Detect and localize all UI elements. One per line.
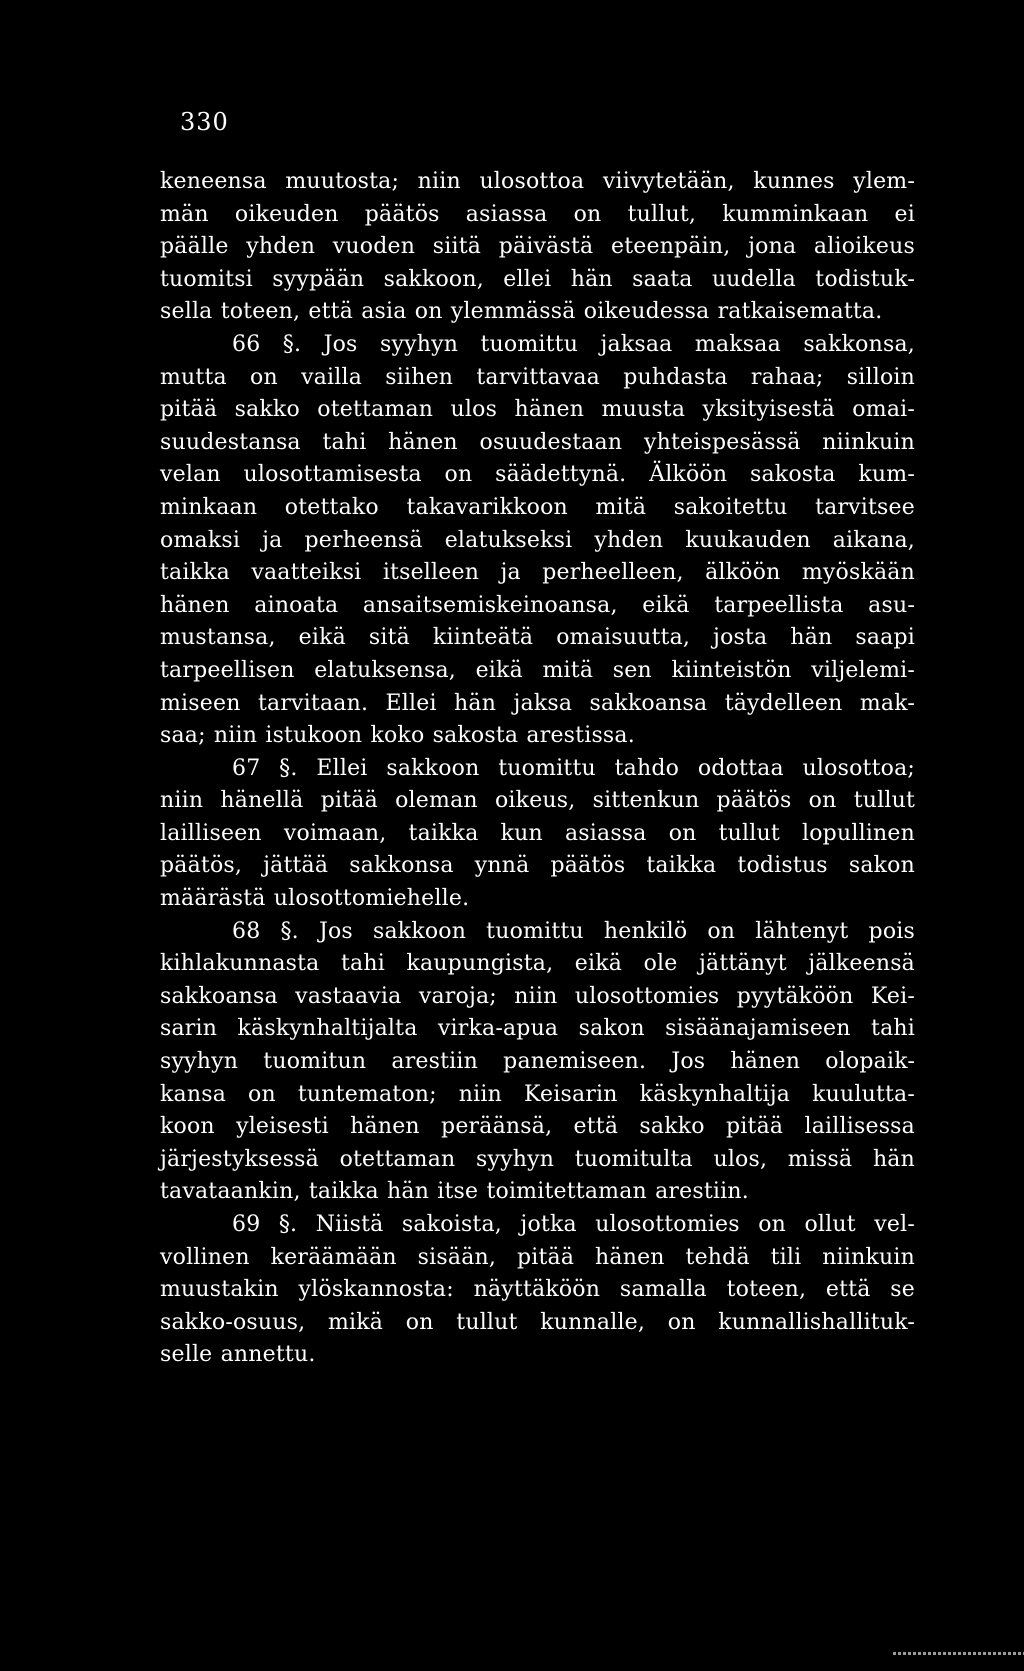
text-line: lailliseen voimaan, taikka kun asiassa on tullut lopullinen <box>160 820 915 846</box>
text-line: tuomitsi syypään sakkoon, ellei hän saata uudella todistuk- <box>160 266 915 292</box>
text-line: kihlakunnasta tahi kaupungista, eikä ole jättänyt jälkeensä <box>160 951 915 977</box>
text-line: suudestansa tahi hänen osuudestaan yhteispesässä niinkuin <box>160 429 915 455</box>
text-line: järjestyksessä otettaman syyhyn tuomitulta ulos, missä hän <box>160 1146 915 1172</box>
text-line: mustansa, eikä sitä kiinteätä omaisuutta, josta hän saapi <box>160 625 915 651</box>
text-line: saa; niin istukoon koko sakosta arestissa. <box>160 723 635 749</box>
page-number: 330 <box>180 108 229 136</box>
text-line: tavataankin, taikka hän itse toimitettaman arestiin. <box>160 1179 749 1205</box>
text-line: päälle yhden vuoden siitä päivästä eteenpäin, jona alioikeus <box>160 234 915 260</box>
text-line: pitää sakko otettaman ulos hänen muusta yksityisestä omai- <box>160 397 915 423</box>
text-line: keneensa muutosta; niin ulosottoa viivytetään, kunnes ylem- <box>160 169 915 194</box>
text-line: mutta on vailla siihen tarvittavaa puhdasta rahaa; silloin <box>160 364 915 390</box>
text-line: 68 §. Jos sakkoon tuomittu henkilö on lähtenyt pois <box>232 918 915 944</box>
text-line: koon yleisesti hänen peräänsä, että sakko pitää laillisessa <box>160 1114 915 1140</box>
text-line: kansa on tuntematon; niin Keisarin käskynhaltija kuulutta- <box>160 1081 915 1107</box>
text-line: män oikeuden päätös asiassa on tullut, kumminkaan ei <box>160 201 915 227</box>
text-line: syyhyn tuomitun arestiin panemiseen. Jos hänen olopaik- <box>160 1049 915 1075</box>
text-line: 67 §. Ellei sakkoon tuomittu tahdo odottaa ulosottoa; <box>232 755 915 781</box>
text-line: sella toteen, että asia on ylemmässä oikeudessa ratkaisematta. <box>160 299 883 325</box>
scan-edge-rule <box>893 1652 1024 1655</box>
text-line: sakkoansa vastaavia varoja; niin ulosottomies pyytäköön Kei- <box>160 983 915 1009</box>
text-line: miseen tarvitaan. Ellei hän jaksa sakkoansa täydelleen mak- <box>160 690 915 716</box>
text-line: muustakin ylöskannosta: näyttäköön samalla toteen, että se <box>160 1277 915 1303</box>
text-line: omaksi ja perheensä elatukseksi yhden kuukauden aikana, <box>160 527 915 553</box>
text-line: niin hänellä pitää oleman oikeus, sittenkun päätös on tullut <box>160 788 915 814</box>
text-line: taikka vaatteiksi itselleen ja perheelleen, älköön myöskään <box>160 560 915 586</box>
text-line: sarin käskynhaltijalta virka-apua sakon sisäänajamiseen tahi <box>160 1016 915 1042</box>
text-line: selle annettu. <box>160 1342 316 1368</box>
text-line: 66 §. Jos syyhyn tuomittu jaksaa maksaa sakkonsa, <box>232 331 915 357</box>
text-line: vollinen keräämään sisään, pitää hänen tehdä tili niinkuin <box>160 1244 915 1270</box>
text-line: päätös, jättää sakkonsa ynnä päätös taikka todistus sakon <box>160 853 915 879</box>
text-line: 69 §. Niistä sakoista, jotka ulosottomies on ollut vel- <box>232 1212 915 1237</box>
text-line: sakko-osuus, mikä on tullut kunnalle, on kunnallishallituk- <box>160 1309 915 1335</box>
text-line: hänen ainoata ansaitsemiskeinoansa, eikä tarpeellista asu- <box>160 592 915 618</box>
text-line: minkaan otettako takavarikkoon mitä sakoitettu tarvitsee <box>160 494 915 520</box>
text-line: velan ulosottamisesta on säädettynä. Älköön sakosta kum- <box>160 462 915 488</box>
text-line: tarpeellisen elatuksensa, eikä mitä sen kiinteistön viljelemi- <box>160 657 915 683</box>
body-text <box>160 166 915 1372</box>
text-line: määrästä ulosottomiehelle. <box>160 886 470 912</box>
